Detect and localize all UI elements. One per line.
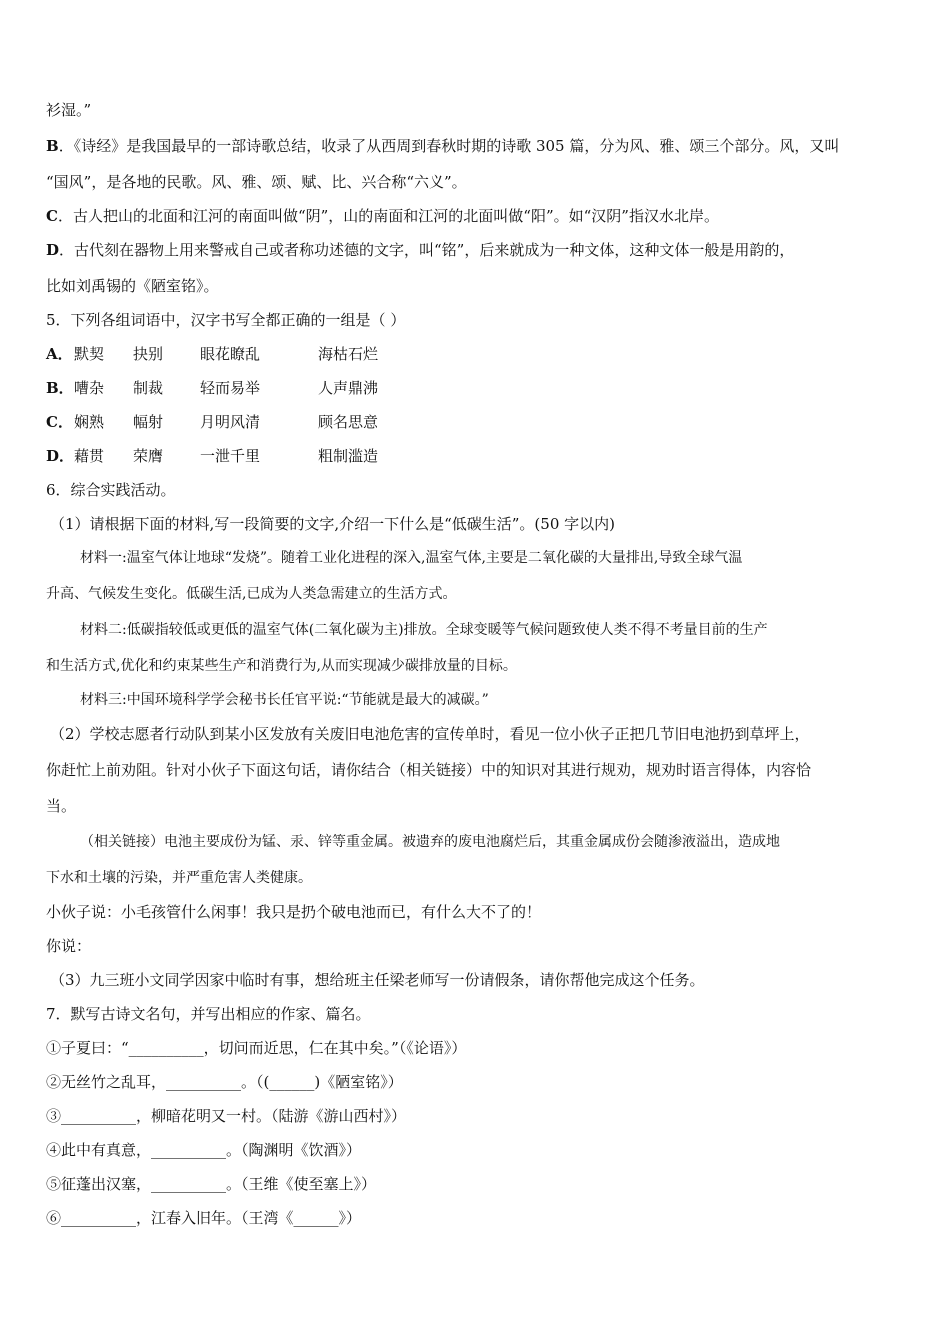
material-3: 材料三:中国环境科学学会秘书长任官平说:“节能就是最大的减碳。” — [80, 692, 489, 708]
fill-blank-item: ③__________，柳暗花明又一村。（陆游《游山西村》） — [46, 1107, 407, 1125]
fill-blank-item: ⑥__________，江春入旧年。（王湾《______》） — [46, 1209, 362, 1227]
sub-question-1: （1）请根据下面的材料,写一段简要的文字,介绍一下什么是“低碳生活”。(50 字以内) — [50, 515, 615, 533]
option-b-word: 轻而易举 — [200, 379, 261, 397]
option-a-word: 海枯石烂 — [318, 345, 379, 363]
option-d-word: 荣膺 — [133, 447, 164, 465]
material-1: 材料一:温室气体让地球“发烧”。随着工业化进程的深入,温室气体,主要是二氧化碳的大量排出,导致全球气温 — [80, 550, 743, 566]
question-6-stem: 6．综合实践活动。 — [46, 481, 176, 499]
fill-blank-item: ⑤征蓬出汉塞，__________。（王维《使至塞上》） — [46, 1175, 377, 1193]
option-b-label: B． — [46, 379, 74, 397]
related-link-cont: 下水和土壤的污染，并严重危害人类健康。 — [46, 870, 312, 886]
young-man-quote: 小伙子说：小毛孩管什么闲事！我只是扔个破电池而已，有什么大不了的！ — [46, 903, 542, 921]
option-c-note: C．古人把山的北面和江河的南面叫做“阴”，山的南面和江河的北面叫做“阳”。如“汉阴”指汉水北岸。 — [46, 207, 719, 225]
option-b-word: 嘈杂 — [74, 379, 105, 397]
text-line: 你赶忙上前劝阻。针对小伙子下面这句话，请你结合（相关链接）中的知识对其进行规劝，规劝时语言得体，内容恰 — [46, 761, 812, 779]
text-line: 衫湿。” — [46, 101, 92, 119]
answer-prompt: 你说： — [46, 937, 92, 955]
option-c-word: 幅射 — [133, 413, 164, 431]
option-c-word: 顾名思意 — [318, 413, 379, 431]
option-c-word: 娴熟 — [74, 413, 105, 431]
question-5-stem: 5．下列各组词语中，汉字书写全都正确的一组是（ ） — [46, 311, 406, 329]
related-link: （相关链接）电池主要成份为锰、汞、锌等重金属。被遗弃的废电池腐烂后，其重金属成份会随渗液溢出，造成地 — [80, 834, 780, 850]
text-line: 比如刘禹锡的《陋室铭》。 — [46, 277, 219, 295]
option-d-label: D． — [46, 447, 75, 465]
option-c-word: 月明风清 — [200, 413, 261, 431]
text-line: 当。 — [46, 797, 77, 815]
option-d-note: D．古代刻在器物上用来警戒自己或者称功述德的文字，叫“铭”，后来就成为一种文体，这种文体一般是用韵的， — [46, 241, 795, 259]
option-b-note: B．《诗经》是我国最早的一部诗歌总结，收录了从西周到春秋时期的诗歌 305 篇，分为风、雅、颂三个部分。风，又叫 — [46, 137, 840, 155]
option-a-word: 抉别 — [133, 345, 164, 363]
option-a-label: A． — [46, 345, 73, 363]
material-1-cont: 升高、气候发生变化。低碳生活,已成为人类急需建立的生活方式。 — [46, 586, 457, 602]
option-a-word: 眼花瞭乱 — [200, 345, 261, 363]
material-2-cont: 和生活方式,优化和约束某些生产和消费行为,从而实现减少碳排放量的目标。 — [46, 658, 517, 674]
sub-question-2: （2）学校志愿者行动队到某小区发放有关废旧电池危害的宣传单时，看见一位小伙子正把几节旧电池扔到草坪上， — [50, 725, 810, 743]
option-d-word: 粗制滥造 — [318, 447, 379, 465]
fill-blank-item: ①子夏曰：“__________，切问而近思，仁在其中矣。”（《论语》） — [46, 1039, 467, 1057]
text-line: “国风”，是各地的民歌。风、雅、颂、赋、比、兴合称“六义”。 — [46, 173, 467, 191]
option-c-label: C． — [46, 413, 73, 431]
option-d-word: 一泄千里 — [200, 447, 261, 465]
option-b-word: 人声鼎沸 — [318, 379, 379, 397]
option-b-word: 制裁 — [133, 379, 164, 397]
fill-blank-item: ②无丝竹之乱耳，__________。（(______)《陋室铭》） — [46, 1073, 403, 1091]
sub-question-3: （3）九三班小文同学因家中临时有事，想给班主任梁老师写一份请假条，请你帮他完成这个任务。 — [50, 971, 705, 989]
option-d-word: 藉贯 — [74, 447, 105, 465]
material-2: 材料二:低碳指较低或更低的温室气体(二氧化碳为主)排放。全球变暖等气候问题致使人类不得不考量目前的生产 — [80, 622, 768, 638]
option-a-word: 默契 — [74, 345, 105, 363]
question-7-stem: 7．默写古诗文名句，并写出相应的作家、篇名。 — [46, 1005, 371, 1023]
fill-blank-item: ④此中有真意，__________。（陶渊明《饮酒》） — [46, 1141, 362, 1159]
